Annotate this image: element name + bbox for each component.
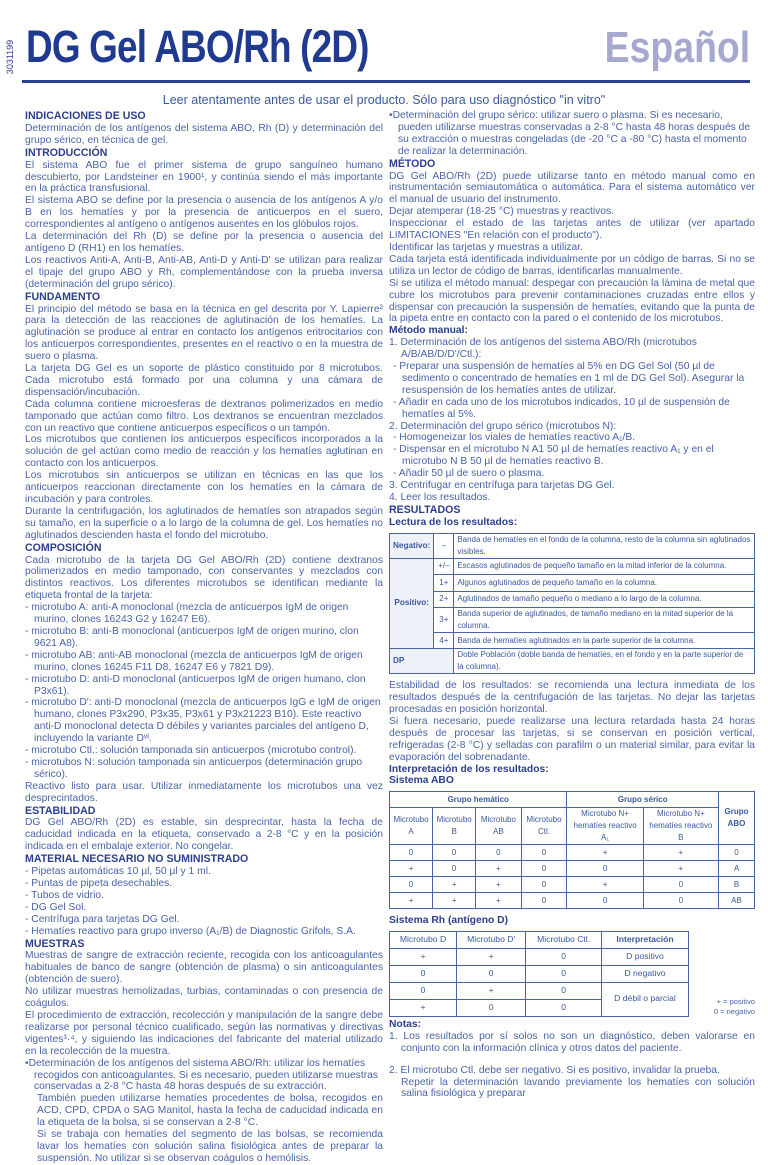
table-cell: +: [476, 877, 521, 893]
paragraph: DG Gel ABO/Rh (2D) es estable, sin desprecintar, hasta la fecha de caducidad indicada en la etiqueta, conservado a 2-8 °C y en la posición indicada en el embalaje exterior. No congelar.: [25, 817, 383, 853]
subsection-heading: Sistema ABO: [389, 775, 454, 787]
table-cell: Positivo:: [390, 558, 434, 649]
table-row: [390, 558, 755, 575]
paragraph: Inspeccionar el estado de las tarjetas antes de utilizar (ver apartado LIMITACIONES "En relación con el producto").: [389, 218, 755, 242]
table-row: [390, 792, 755, 808]
page-title: DG Gel ABO/Rh (2D): [26, 21, 369, 72]
table-cell: 0: [719, 845, 755, 861]
subsection-heading: Lectura de los resultados:: [389, 516, 518, 528]
table-cell: 0: [390, 982, 457, 999]
table-row: [390, 965, 689, 982]
table-row: [390, 632, 755, 649]
step: 1. Determinación de los antígenos del sistema ABO/Rh (microtubos A/B/AB/D/D'/Ctl.):: [389, 337, 697, 361]
list-item: - Añadir en cada uno de los microtubos indicados, 10 µl de suspensión de hematíes al 5%.: [393, 397, 755, 421]
table-header: Microtubo N+ hematíes reactivo B: [643, 808, 718, 845]
rh-table: [389, 931, 689, 1017]
list-item: - microtubo B: anti-B monoclonal (anticuerpos IgM de origen murino, clon 9621 A8).: [25, 626, 383, 650]
document-code: 3031199: [5, 39, 15, 75]
section-heading: INDICACIONES DE USO: [25, 110, 146, 122]
paragraph: Reactivo listo para usar. Utilizar inmediatamente los microtubos una vez desprecintados.: [25, 780, 383, 804]
paragraph: Cada tarjeta está identificada individualmente por un código de barras. Si no se utiliza un lector de código de barras, identificarlas manualmente.: [389, 253, 755, 277]
paragraph: Dejar atemperar (18-25 °C) muestras y reactivos.: [389, 206, 615, 218]
subsection-heading: Método manual:: [389, 325, 468, 337]
table-cell: Escasos aglutinados de pequeño tamaño en la mitad inferior de la columna.: [454, 558, 755, 575]
table-row: [390, 808, 755, 845]
table-cell: D débil o parcial: [601, 982, 688, 1016]
table-cell: Banda de hematíes aglutinados en la parte superior de la columna.: [454, 632, 755, 649]
composition-list: [25, 602, 383, 781]
samples-list-continued: [389, 110, 755, 158]
table-cell: 0: [526, 948, 602, 965]
table-row: [390, 948, 689, 965]
table-cell: Banda superior de aglutinados, de tamaño mediano en la mitad superior de la columna.: [454, 608, 755, 633]
table-cell: –: [434, 533, 454, 558]
table-cell: 0: [521, 877, 567, 893]
table-cell: 2+: [434, 591, 454, 608]
table-row: [390, 591, 755, 608]
table-cell: 0: [526, 982, 602, 999]
list-item: - Tubos de vidrio.: [25, 890, 383, 902]
list-item: - DG Gel Sol.: [25, 902, 383, 914]
section-heading: COMPOSICIÓN: [25, 541, 102, 554]
table-cell: +: [390, 861, 433, 877]
table-cell: AB: [719, 893, 755, 909]
paragraph: Los microtubos que contienen los anticuerpos específicos incorporados a la solución de gel actúan como medio de reacción y los hematíes aglutinan en contacto con los anticuerpos.: [25, 434, 383, 470]
list-item: • Determinación de los antígenos del sistema ABO/Rh: utilizar los hematíes recogidos con anticoagulantes. Si es necesario, pueden utilizarse muestras conservadas a 2-8 °C hasta 48 horas después de su extracción.: [25, 1058, 383, 1094]
paragraph: También pueden utilizarse hematíes procedentes de bolsa, recogidos en ACD, CPD, CPDA o SAG Manitol, hasta la fecha de caducidad indicada en la etiqueta de la bolsa, si se conservan a 2-8 °C.: [37, 1093, 383, 1129]
table-cell: 0: [433, 861, 476, 877]
table-cell: +: [457, 948, 526, 965]
list-item: - microtubo AB: anti-AB monoclonal (mezcla de anticuerpos IgM de origen murino, clones 16245 F11 D8, 16247 E6 y 7821 D9).: [25, 650, 383, 674]
table-header: Microtubo Ctl.: [526, 931, 602, 948]
table-cell: D positivo: [601, 948, 688, 965]
table-cell: +: [390, 999, 457, 1016]
table-header: Grupo hemático: [390, 792, 567, 808]
list-item: - microtubo Ctl.: solución tamponada sin anticuerpos (microtubo control).: [25, 745, 383, 757]
table-header: Microtubo AB: [476, 808, 521, 845]
list-item: - Añadir 50 µl de suero o plasma.: [393, 468, 755, 480]
section-heading: FUNDAMENTO: [25, 290, 101, 303]
note: 1. Los resultados por sí solos no son un diagnóstico, deben valorarse en conjunto con la información clínica y otros datos del paciente.: [389, 1030, 755, 1054]
list-item: - Pipetas automáticas 10 µl, 50 µl y 1 ml.: [25, 866, 383, 878]
list-item: • Determinación del grupo sérico: utilizar suero o plasma. Si es necesario, pueden utilizarse muestras conservadas a 2-8 °C hasta 48 horas después de su extracción o muestras congeladas (de -20 °C a -80 °C) hasta el momento de realizar la determinación.: [389, 110, 755, 158]
table-cell: +: [643, 861, 718, 877]
step: 4. Leer los resultados.: [389, 492, 491, 503]
table-cell: +: [433, 877, 476, 893]
paragraph: Cada microtubo de la tarjeta DG Gel ABO/Rh (2D) contiene dextranos polimerizados en medio tamponado, con conservantes y mezclados con distintos reactivos. Los diferentes microtubos se identifican mediante la etiqueta frontal de la tarjeta:: [25, 554, 383, 602]
paragraph: Cada columna contiene microesferas de dextranos polimerizados en medio tamponado que actúan como filtro. Los dextranos se encuentran mezclados con un reactivo que contiene anticuerpos específicos o un tampón.: [25, 398, 383, 434]
table-cell: +: [476, 861, 521, 877]
step: 3. Centrifugar en centrífuga para tarjetas DG Gel.: [389, 480, 615, 492]
legend: [695, 997, 755, 1017]
paragraph: Durante la centrifugación, los aglutinados de hematíes son atrapados según su tamaño, en la superficie o a lo largo de la columna de gel. Los hematíes no aglutinados descienden hasta el fondo del microtubo.: [25, 505, 383, 541]
table-cell: Negativo:: [390, 533, 434, 558]
paragraph: El principio del método se basa en la técnica en gel descrita por Y. Lapierre² para la detección de las reacciones de aglutinación de los hematíes. La aglutinación se produce al entrar en contacto los antígenos eritrocitarios con los anticuerpos correspondientes, presentes en el reactivo o en la muestra de suero o plasma.: [25, 303, 383, 363]
paragraph: Si se utiliza el método manual: despegar con precaución la lámina de metal que cubre los microtubos para prevenir contaminaciones cruzadas entre ellos y dispensar con precaución la suspensión de hematíes, evitando que la punta de la pipeta entre en contacto con la pared o el contenido de los microtubos.: [389, 277, 755, 325]
table-header: Microtubo N+ hematíes reactivo A₁: [567, 808, 643, 845]
list-item: - Centrífuga para tarjetas DG Gel.: [25, 914, 383, 926]
section-heading: RESULTADOS: [389, 503, 461, 516]
table-row: [390, 861, 755, 877]
table-header: Interpretación: [601, 931, 688, 948]
subsection-heading: Sistema Rh (antígeno D): [389, 915, 508, 927]
list-item: - Homogeneizar los viales de hematíes reactivo A₁/B.: [393, 432, 755, 444]
paragraph: No utilizar muestras hemolizadas, turbias, contaminadas o con presencia de coágulos.: [25, 986, 383, 1010]
table-cell: Banda de hematíes en el fondo de la columna, resto de la columna sin aglutinados visibles.: [454, 533, 755, 558]
table-cell: 0: [567, 861, 643, 877]
subsection-heading: Notas:: [389, 1018, 422, 1030]
page-subtitle: Leer atentamente antes de usar el producto. Sólo para uso diagnóstico "in vitro": [162, 93, 606, 107]
legend-positive: + = positivo: [716, 996, 755, 1006]
list-item: - Dispensar en el microtubo N A1 50 µl de hematíes reactivo A₁ y en el microtubo N B 50 µl de hematíes reactivo B.: [393, 444, 755, 468]
table-cell: +: [567, 845, 643, 861]
samples-list: [25, 1058, 383, 1094]
table-cell: Aglutinados de tamaño pequeño o mediano a lo largo de la columna.: [454, 591, 755, 608]
table-row: [390, 608, 755, 633]
paragraph: Los reactivos Anti-A, Anti-B, Anti-AB, Anti-D y Anti-D' se utilizan para realizar el tipaje del grupo ABO y Rh, complementándose con la prueba inversa (determinación del grupo sérico).: [25, 254, 383, 290]
subsection-heading: Interpretación de los resultados:: [389, 763, 549, 775]
table-cell: +: [390, 948, 457, 965]
table-cell: 0: [476, 845, 521, 861]
list-item: - Puntas de pipeta desechables.: [25, 878, 383, 890]
table-cell: 0: [390, 845, 433, 861]
table-cell: 0: [521, 893, 567, 909]
table-cell: +: [457, 982, 526, 999]
header-divider: [22, 80, 750, 83]
manual-steps: [389, 337, 755, 361]
table-cell: D negativo: [601, 965, 688, 982]
table-row: [390, 893, 755, 909]
table-cell: 4+: [434, 632, 454, 649]
table-header: Microtubo A: [390, 808, 433, 845]
paragraph: Si se trabaja con hematíes del segmento de las bolsas, se recomienda lavar los hematíes con solución salina fisiológica antes de preparar la suspensión. No utilizar si se observan coágulos o hemólisis.: [37, 1129, 383, 1164]
section-heading: MUESTRAS: [25, 937, 85, 950]
list-item: - microtubo A: anti-A monoclonal (mezcla de anticuerpos IgM de origen murino, clones 16243 G2 y 16247 E6).: [25, 602, 383, 626]
list-item: - microtubo D': anti-D monoclonal (mezcla de anticuerpos IgG e IgM de origen humano, clones P3x290, P3x35, P3x61 y P3x21223 B10). Este reactivo anti-D monoclonal detecta D débiles y variantes parciales del antígeno D, incluyendo la variante Dᵛᴵ.: [25, 697, 383, 745]
table-header: Microtubo Ctl.: [521, 808, 567, 845]
step-1-list: [389, 361, 755, 421]
table-cell: 0: [567, 893, 643, 909]
table-cell: +: [433, 893, 476, 909]
table-cell: +/–: [434, 558, 454, 575]
table-cell: 0: [390, 965, 457, 982]
paragraph: El sistema ABO se define por la presencia o ausencia de los antígenos A y/o B en los hematíes y por la presencia de anticuerpos en el suero, correspondientes al antígeno o antígenos ausentes en los glóbulos rojos.: [25, 195, 383, 231]
paragraph: DG Gel ABO/Rh (2D) puede utilizarse tanto en método manual como en instrumentación semiautomática o automática. Para el sistema automático ver el manual de usuario del instrumento.: [389, 170, 755, 206]
table-row: [390, 982, 689, 999]
note: Repetir la determinación lavando previamente los hematíes con solución salina fisiológica y preparar: [401, 1076, 755, 1100]
table-header: Grupo ABO: [719, 792, 755, 845]
right-column: [389, 110, 755, 1100]
table-cell: 1+: [434, 575, 454, 592]
table-cell: Algunos aglutinados de pequeño tamaño en la columna.: [454, 575, 755, 592]
table-cell: A: [719, 861, 755, 877]
paragraph: Los microtubos sin anticuerpos se utilizan en técnicas en las que los anticuerpos reaccionan directamente con los hematíes en la cámara de incubación y para controles.: [25, 470, 383, 505]
rh-table-wrap: [389, 931, 755, 1017]
paragraph: Muestras de sangre de extracción reciente, recogida con los anticoagulantes habituales de banco de sangre (obtención de plasma) o sin anticoagulantes (obtención de suero).: [25, 950, 383, 986]
step: 2. Determinación del grupo sérico (microtubos N):: [389, 420, 617, 432]
left-column: [25, 110, 383, 1165]
table-cell: 0: [457, 999, 526, 1016]
table-cell: 0: [521, 861, 567, 877]
table-cell: 0: [390, 877, 433, 893]
list-item: - Hematíes reactivo para grupo inverso (A₁/B) de Diagnostic Grifols, S.A.: [25, 926, 383, 938]
table-cell: +: [390, 893, 433, 909]
table-cell: +: [476, 893, 521, 909]
table-row: [390, 575, 755, 592]
table-cell: 0: [433, 845, 476, 861]
paragraph: Determinación de los antígenos del sistema ABO, Rh (D) y determinación del grupo sérico, en técnica de gel.: [25, 122, 383, 146]
materials-list: [25, 866, 383, 937]
list-item: - microtubo D: anti-D monoclonal (anticuerpos IgM de origen humano, clon P3x61).: [25, 674, 383, 698]
paragraph: Estabilidad de los resultados: se recomienda una lectura inmediata de los resultados después de la centrifugación de las tarjetas. No dejar las tarjetas procesadas en posición horizontal.: [389, 680, 755, 715]
table-header: Microtubo D: [390, 931, 457, 948]
paragraph: La determinación del Rh (D) se define por la presencia o ausencia del antígeno D (RH1) en los hematíes.: [25, 231, 383, 254]
table-header: Grupo sérico: [567, 792, 719, 808]
table-cell: DP: [390, 649, 454, 674]
table-cell: 0: [643, 893, 718, 909]
table-row: [390, 931, 689, 948]
table-cell: 0: [526, 999, 602, 1016]
table-header: Microtubo D': [457, 931, 526, 948]
manual-steps: [389, 480, 755, 504]
table-cell: 0: [643, 877, 718, 893]
table-cell: 0: [457, 965, 526, 982]
paragraph: Si fuera necesario, puede realizarse una lectura retardada hasta 24 horas después de procesar las tarjetas, si se conservan en posición vertical, refrigeradas (2-8 °C) y selladas con parafilm o un material similar, para evitar la evaporación del sobrenadante.: [389, 715, 755, 763]
manual-steps: [389, 421, 755, 433]
language-label: Español: [604, 23, 750, 72]
legend-negative: 0 = negativo: [713, 1006, 755, 1016]
table-header: Microtubo B: [433, 808, 476, 845]
section-heading: INTRODUCCIÓN: [25, 146, 108, 159]
reading-table: [389, 533, 755, 674]
table-cell: 0: [521, 845, 567, 861]
table-cell: 3+: [434, 608, 454, 633]
table-row: [390, 649, 755, 674]
table-cell: +: [567, 877, 643, 893]
table-cell: B: [719, 877, 755, 893]
list-item: - Preparar una suspensión de hematíes al 5% en DG Gel Sol (50 µl de sedimento o concentrado de hematíes en 1 ml de DG Gel Sol). Asegurar la resuspensión de los hematíes antes de utilizar.: [393, 361, 755, 397]
note: 2. El microtubo Ctl. debe ser negativo. Si es positivo, invalidar la prueba.: [389, 1064, 720, 1076]
table-cell: 0: [526, 965, 602, 982]
table-cell: +: [643, 845, 718, 861]
table-row: [390, 877, 755, 893]
section-heading: MÉTODO: [389, 157, 436, 170]
section-heading: ESTABILIDAD: [25, 804, 96, 817]
paragraph: Identificar las tarjetas y muestras a utilizar.: [389, 241, 584, 253]
abo-table: [389, 791, 755, 909]
paragraph: El procedimiento de extracción, recolección y manipulación de la sangre debe realizarse por personal técnico cualificado, según las normativas y directivas vigentes³·⁴, y siguiendo las indicaciones del fabricante del material utilizado en la recolección de la muestra.: [25, 1009, 383, 1057]
paragraph: El sistema ABO fue el primer sistema de grupo sanguíneo humano descubierto, por Landsteiner en 1900¹, y continúa siendo el más importante en la práctica transfusional.: [25, 159, 383, 195]
table-cell: Doble Población (doble banda de hematíes, en el fondo y en la parte superior de la columna).: [454, 649, 755, 674]
list-item: - microtubos N: solución tamponada sin anticuerpos (determinación grupo sérico).: [25, 757, 383, 781]
step-2-list: [389, 432, 755, 480]
section-heading: MATERIAL NECESARIO NO SUMINISTRADO: [25, 853, 249, 866]
paragraph: La tarjeta DG Gel es un soporte de plástico constituido por 8 microtubos. Cada microtubo está formado por una columna y una cámara de dispensación/incubación.: [25, 363, 383, 398]
table-row: [390, 533, 755, 558]
table-row: [390, 845, 755, 861]
